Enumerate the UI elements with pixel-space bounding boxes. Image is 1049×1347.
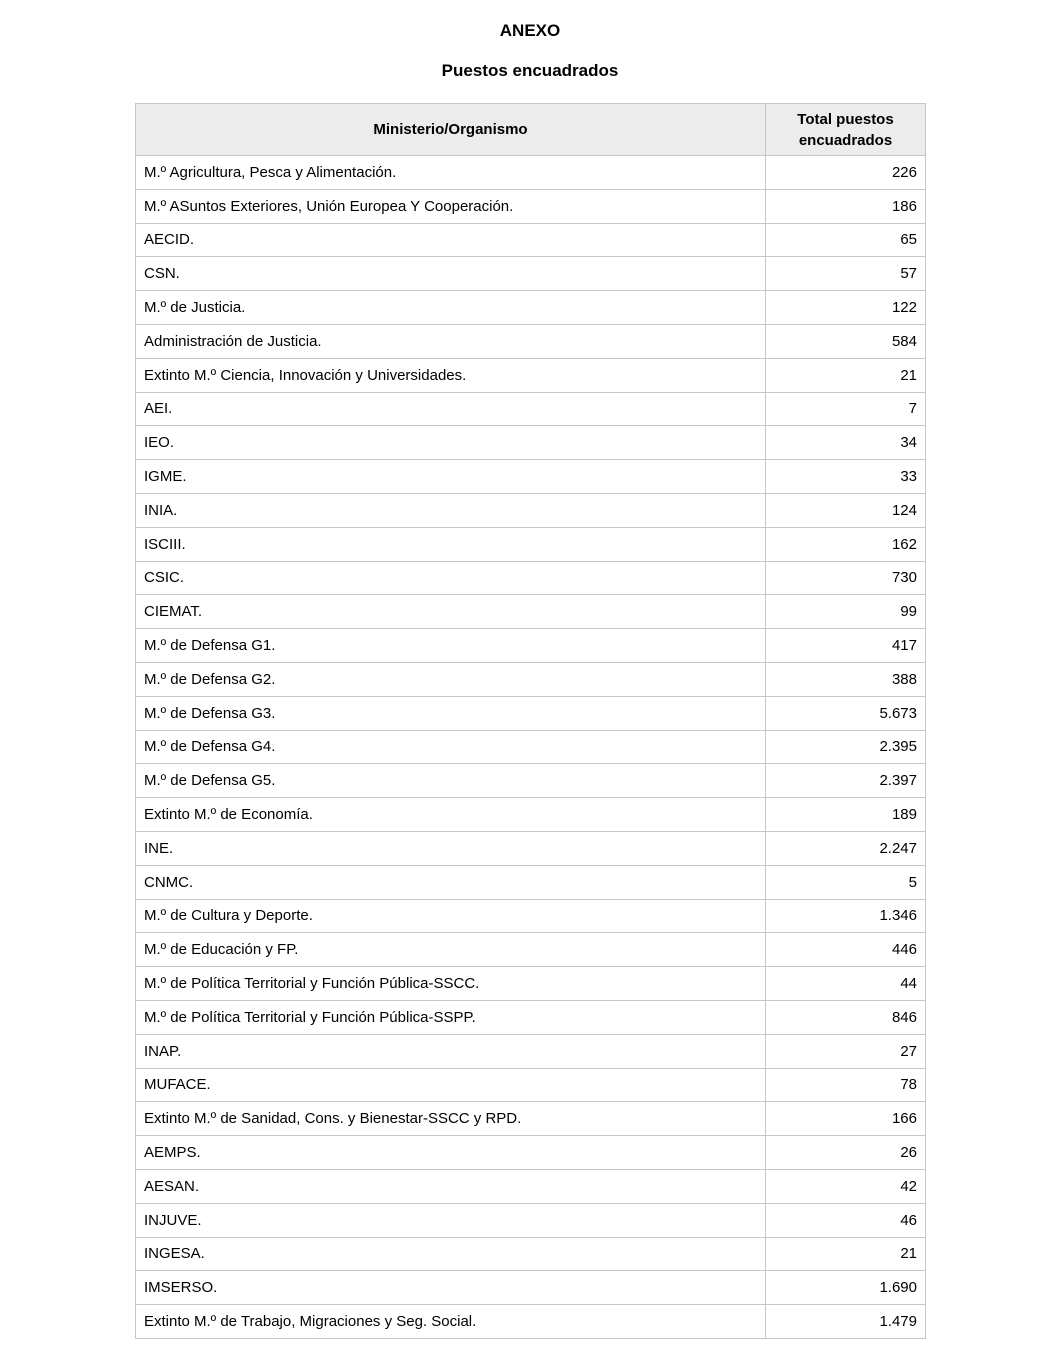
cell-organismo: Extinto M.º de Trabajo, Migraciones y Seg. Social.	[136, 1305, 766, 1339]
table-row	[136, 1305, 926, 1339]
cell-total: 166	[766, 1102, 926, 1136]
cell-total: 34	[766, 426, 926, 460]
cell-organismo: M.º Agricultura, Pesca y Alimentación.	[136, 156, 766, 190]
cell-total: 417	[766, 629, 926, 663]
cell-total: 44	[766, 967, 926, 1001]
table-row	[136, 156, 926, 190]
document-body	[135, 0, 925, 1339]
table-row	[136, 696, 926, 730]
table-row	[136, 1271, 926, 1305]
cell-organismo: Extinto M.º de Economía.	[136, 798, 766, 832]
cell-total: 189	[766, 798, 926, 832]
table-row	[136, 392, 926, 426]
cell-total: 27	[766, 1034, 926, 1068]
cell-organismo: MUFACE.	[136, 1068, 766, 1102]
column-header-ministerio: Ministerio/Organismo	[136, 104, 766, 156]
cell-total: 2.247	[766, 831, 926, 865]
cell-organismo: Administración de Justicia.	[136, 324, 766, 358]
cell-organismo: M.º de Justicia.	[136, 291, 766, 325]
cell-organismo: M.º de Política Territorial y Función Pública-SSPP.	[136, 1000, 766, 1034]
cell-organismo: AEMPS.	[136, 1136, 766, 1170]
cell-organismo: Extinto M.º Ciencia, Innovación y Universidades.	[136, 358, 766, 392]
column-header-total: Total puestos encuadrados	[766, 104, 926, 156]
cell-organismo: AECID.	[136, 223, 766, 257]
table-row	[136, 662, 926, 696]
cell-organismo: INGESA.	[136, 1237, 766, 1271]
cell-total: 162	[766, 527, 926, 561]
cell-total: 584	[766, 324, 926, 358]
table-row	[136, 527, 926, 561]
table-row	[136, 1000, 926, 1034]
page-subtitle: Puestos encuadrados	[441, 61, 619, 80]
table-row	[136, 1136, 926, 1170]
table-row	[136, 1237, 926, 1271]
table-header	[136, 104, 926, 156]
table-row	[136, 257, 926, 291]
cell-total: 21	[766, 1237, 926, 1271]
table-header-row	[136, 104, 926, 156]
cell-total: 5.673	[766, 696, 926, 730]
cell-total: 46	[766, 1203, 926, 1237]
cell-organismo: Extinto M.º de Sanidad, Cons. y Bienestar-SSCC y RPD.	[136, 1102, 766, 1136]
cell-organismo: IMSERSO.	[136, 1271, 766, 1305]
cell-organismo: INIA.	[136, 493, 766, 527]
cell-total: 5	[766, 865, 926, 899]
table-row	[136, 730, 926, 764]
cell-organismo: M.º de Defensa G1.	[136, 629, 766, 663]
table-row	[136, 1068, 926, 1102]
cell-organismo: ISCIII.	[136, 527, 766, 561]
cell-organismo: CNMC.	[136, 865, 766, 899]
cell-total: 846	[766, 1000, 926, 1034]
table-row	[136, 291, 926, 325]
cell-total: 124	[766, 493, 926, 527]
cell-organismo: M.º de Educación y FP.	[136, 933, 766, 967]
cell-organismo: M.º ASuntos Exteriores, Unión Europea Y Cooperación.	[136, 189, 766, 223]
table-row	[136, 933, 926, 967]
cell-organismo: M.º de Cultura y Deporte.	[136, 899, 766, 933]
table-row	[136, 460, 926, 494]
table-row	[136, 629, 926, 663]
table-row	[136, 223, 926, 257]
table-row	[136, 561, 926, 595]
table-row	[136, 899, 926, 933]
table-row	[136, 1203, 926, 1237]
table-row	[136, 1169, 926, 1203]
cell-organismo: M.º de Política Territorial y Función Pública-SSCC.	[136, 967, 766, 1001]
cell-organismo: CSIC.	[136, 561, 766, 595]
cell-total: 99	[766, 595, 926, 629]
table-row	[136, 358, 926, 392]
cell-total: 1.479	[766, 1305, 926, 1339]
cell-organismo: INJUVE.	[136, 1203, 766, 1237]
cell-total: 65	[766, 223, 926, 257]
cell-organismo: IEO.	[136, 426, 766, 460]
cell-organismo: CSN.	[136, 257, 766, 291]
cell-organismo: CIEMAT.	[136, 595, 766, 629]
cell-organismo: INAP.	[136, 1034, 766, 1068]
cell-total: 388	[766, 662, 926, 696]
table-row	[136, 1034, 926, 1068]
cell-total: 730	[766, 561, 926, 595]
cell-total: 2.395	[766, 730, 926, 764]
cell-total: 1.690	[766, 1271, 926, 1305]
table-row	[136, 798, 926, 832]
cell-total: 2.397	[766, 764, 926, 798]
cell-total: 57	[766, 257, 926, 291]
cell-total: 26	[766, 1136, 926, 1170]
cell-total: 226	[766, 156, 926, 190]
table-row	[136, 493, 926, 527]
cell-total: 33	[766, 460, 926, 494]
annex-table	[135, 103, 926, 1339]
cell-organismo: IGME.	[136, 460, 766, 494]
cell-total: 78	[766, 1068, 926, 1102]
cell-organismo: AESAN.	[136, 1169, 766, 1203]
table-row	[136, 426, 926, 460]
cell-total: 446	[766, 933, 926, 967]
cell-total: 1.346	[766, 899, 926, 933]
table-row	[136, 764, 926, 798]
table-row	[136, 1102, 926, 1136]
page-title: ANEXO	[499, 21, 561, 40]
cell-total: 21	[766, 358, 926, 392]
cell-organismo: M.º de Defensa G2.	[136, 662, 766, 696]
table-row	[136, 595, 926, 629]
cell-total: 42	[766, 1169, 926, 1203]
cell-organismo: M.º de Defensa G5.	[136, 764, 766, 798]
table-row	[136, 831, 926, 865]
table-row	[136, 189, 926, 223]
table-row	[136, 865, 926, 899]
table-body	[136, 156, 926, 1339]
cell-organismo: M.º de Defensa G3.	[136, 696, 766, 730]
cell-organismo: M.º de Defensa G4.	[136, 730, 766, 764]
cell-total: 186	[766, 189, 926, 223]
table-row	[136, 967, 926, 1001]
cell-total: 122	[766, 291, 926, 325]
cell-organismo: AEI.	[136, 392, 766, 426]
cell-organismo: INE.	[136, 831, 766, 865]
table-row	[136, 324, 926, 358]
cell-total: 7	[766, 392, 926, 426]
